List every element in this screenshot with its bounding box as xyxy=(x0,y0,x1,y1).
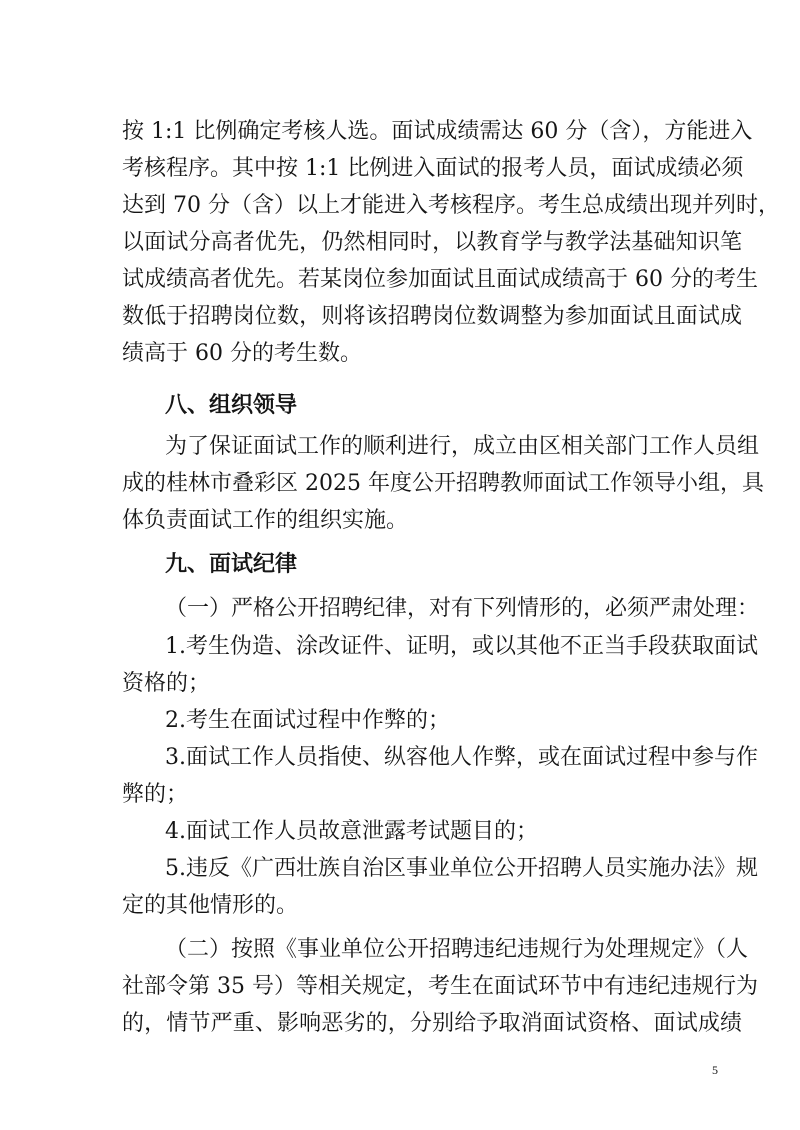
body-text-line: 的，情节严重、影响恶劣的，分别给予取消面试资格、面试成绩 xyxy=(122,1011,742,1036)
body-text-line: 按 1:1 比例确定考核人选。面试成绩需达 60 分（含），方能进入 xyxy=(122,119,753,144)
body-text-line: 数低于招聘岗位数，则将该招聘岗位数调整为参加面试且面试成 xyxy=(122,304,742,329)
section-heading: 八、组织领导 xyxy=(165,393,298,418)
body-text-line: 试成绩高者优先。若某岗位参加面试且面试成绩高于 60 分的考生 xyxy=(122,267,758,292)
body-text-line: 以面试分高者优先，仍然相同时，以教育学与教学法基础知识笔 xyxy=(122,230,742,255)
body-text-line: 4.面试工作人员故意泄露考试题目的； xyxy=(165,819,538,844)
body-text-line: （一）严格公开招聘纪律，对有下列情形的，必须严肃处理： xyxy=(165,596,760,621)
page-number: 5 xyxy=(712,1063,718,1077)
body-text-line: 资格的； xyxy=(122,671,211,696)
body-text-line: 为了保证面试工作的顺利进行，成立由区相关部门工作人员组 xyxy=(165,434,760,459)
body-text-line: 体负责面试工作的组织实施。 xyxy=(122,508,409,533)
body-text-line: （二）按照《事业单位公开招聘违纪违规行为处理规定》（人 xyxy=(165,937,749,962)
body-text-line: 2.考生在面试过程中作弊的； xyxy=(165,708,450,733)
body-text-line: 社部令第 35 号）等相关规定，考生在面试环节中有违纪违规行为 xyxy=(122,974,758,999)
body-text-line: 绩高于 60 分的考生数。 xyxy=(122,341,362,366)
section-heading: 九、面试纪律 xyxy=(165,552,298,577)
body-text-line: 考核程序。其中按 1:1 比例进入面试的报考人员，面试成绩必须 xyxy=(122,156,744,181)
body-text-line: 成的桂林市叠彩区 2025 年度公开招聘教师面试工作领导小组，具 xyxy=(122,471,764,496)
body-text-line: 5.违反《广西壮族自治区事业单位公开招聘人员实施办法》规 xyxy=(165,856,758,881)
body-text-line: 1.考生伪造、涂改证件、证明，或以其他不正当手段获取面试 xyxy=(165,634,758,659)
body-text-line: 定的其他情形的。 xyxy=(122,893,299,918)
body-text-line: 弊的； xyxy=(122,782,189,807)
body-text-line: 达到 70 分（含）以上才能进入考核程序。考生总成绩出现并列时， xyxy=(122,193,780,218)
body-text-line: 3.面试工作人员指使、纵容他人作弊，或在面试过程中参与作 xyxy=(165,745,758,770)
